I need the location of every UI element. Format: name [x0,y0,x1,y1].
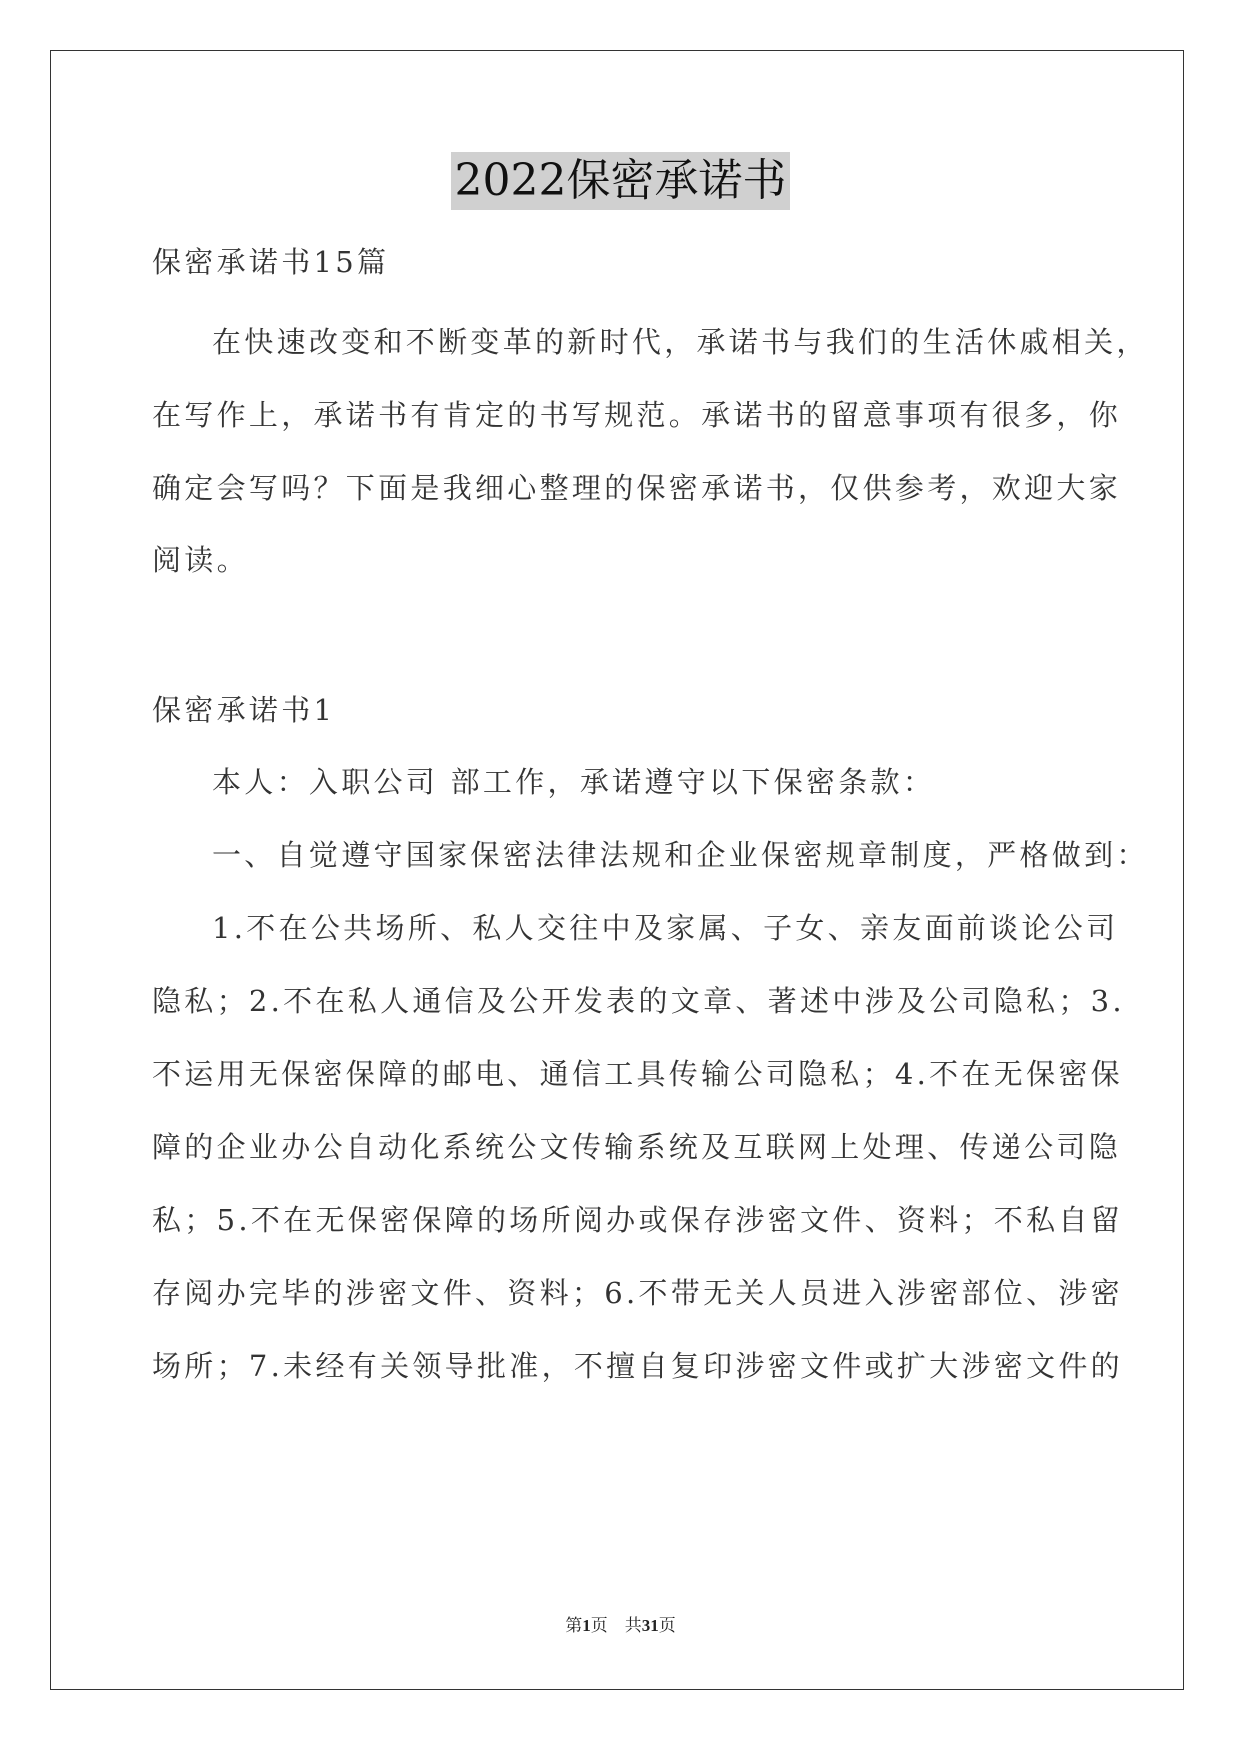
paragraph-line: 障的企业办公自动化系统公文传输系统及互联网上处理、传递公司隐 [152,1130,1122,1164]
page-footer [0,1611,1241,1636]
footer-prefix: 第 [565,1616,583,1635]
section-heading: 保密承诺书1 [152,693,336,727]
subtitle: 保密承诺书15篇 [152,245,390,279]
paragraph-line: 私；5.不在无保密保障的场所阅办或保存涉密文件、资料；不私自留 [152,1203,1123,1237]
paragraph-line: 存阅办完毕的涉密文件、资料；6.不带无关人员进入涉密部位、涉密 [152,1276,1123,1310]
title-container [0,152,1241,210]
paragraph-line: 1.不在公共场所、私人交往中及家属、子女、亲友面前谈论公司 [212,911,1119,945]
footer-suffix: 页 [658,1616,676,1635]
footer-mid: 页 共 [590,1616,642,1635]
paragraph-line: 不运用无保密保障的邮电、通信工具传输公司隐私；4.不在无保密保 [152,1057,1123,1091]
paragraph-line: 在快速改变和不断变革的新时代，承诺书与我们的生活休戚相关， [212,325,1149,359]
paragraph-line: 在写作上，承诺书有肯定的书写规范。承诺书的留意事项有很多，你 [152,398,1122,432]
paragraph-line: 本人：入职公司 部工作，承诺遵守以下保密条款： [212,765,936,799]
paragraph-line: 确定会写吗？下面是我细心整理的保密承诺书，仅供参考，欢迎大家 [152,471,1122,505]
document-title: 2022保密承诺书 [451,152,791,210]
footer-page-number: 1 [582,1616,591,1635]
paragraph-line: 隐私；2.不在私人通信及公开发表的文章、著述中涉及公司隐私；3. [152,984,1125,1018]
paragraph-line: 一、自觉遵守国家保密法律法规和企业保密规章制度，严格做到： [212,838,1149,872]
footer-total-pages: 31 [641,1616,659,1635]
paragraph-line: 场所；7.未经有关领导批准，不擅自复印涉密文件或扩大涉密文件的 [152,1349,1123,1383]
paragraph-line: 阅读。 [152,543,249,577]
